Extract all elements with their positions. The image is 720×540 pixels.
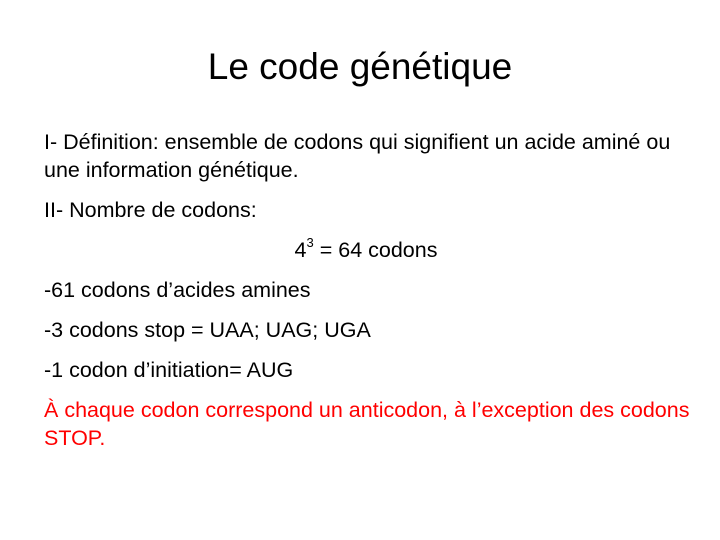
definition-line: I- Définition: ensemble de codons qui signifient un acide aminé ou une information génétique. <box>44 130 671 182</box>
anticodon-note: À chaque codon correspond un anticodon, à l’exception des codons STOP. <box>44 398 690 450</box>
stop-codons-line: -3 codons stop = UAA; UAG; UGA <box>44 318 371 342</box>
formula-exponent: 3 <box>306 234 314 250</box>
codon-formula <box>38 236 694 264</box>
slide-title: Le code génétique <box>207 46 513 87</box>
initiation-codon-line: -1 codon d’initiation= AUG <box>44 358 294 382</box>
codon-count-heading: II- Nombre de codons: <box>44 198 257 222</box>
formula-result: = 64 codons <box>313 238 438 262</box>
formula-base: 4 <box>294 238 307 262</box>
slide-body <box>44 128 694 464</box>
amino-acid-codons-line: -61 codons d’acides amines <box>44 278 311 302</box>
